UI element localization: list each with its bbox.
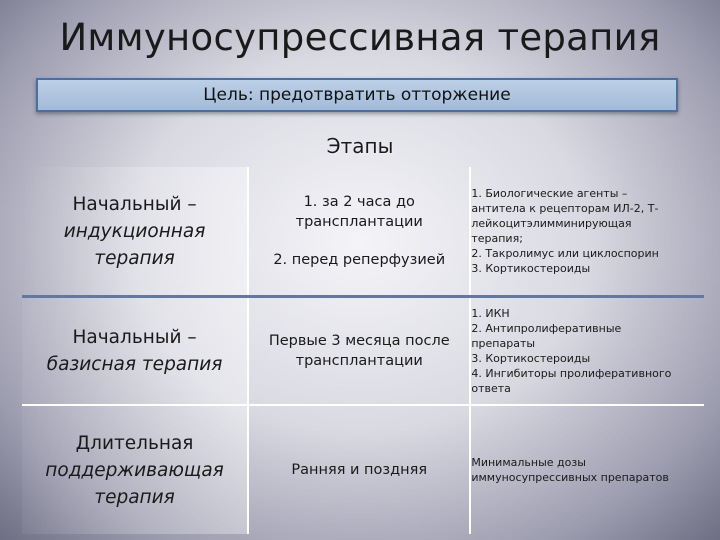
drug-line: терапия; [471,232,523,245]
drug-line: ответа [471,382,511,395]
drug-line: лейкоцитэлимминирующая [471,217,632,230]
drug-line: 3. Кортикостероиды [471,352,591,365]
drug-line: 1. ИКН [471,307,510,320]
stage-type: поддерживающая [45,459,224,481]
stage-cell [22,405,248,534]
timing-cell [248,167,470,297]
drug-line: препараты [471,337,536,350]
timing-text: Первые 3 месяца после [268,333,450,349]
timing-text: 2. перед реперфузией [273,252,446,268]
stage-cell [22,167,248,297]
table-row [22,167,704,297]
stages-heading: Этапы [326,134,394,158]
drugs-cell [470,297,704,406]
timing-text: трансплантации [295,214,423,230]
timing-text: Ранняя и поздняя [291,462,428,478]
drug-line: иммуносупрессивных препаратов [471,471,669,484]
stage-name: Начальный – [72,193,197,215]
drug-line: антитела к рецепторам ИЛ-2, Т- [471,202,659,215]
goal-banner: Цель: предотвратить отторжение [36,78,678,112]
page-title: Иммуносупрессивная терапия [59,16,661,59]
table-row [22,297,704,406]
therapy-stages-table [22,167,704,534]
timing-cell [248,297,470,406]
stage-type: индукционная [63,220,206,242]
stage-type: базисная терапия [46,354,223,375]
stage-type: терапия [94,486,175,508]
drug-line: 2. Антипролиферативные [471,322,622,335]
timing-text: 1. за 2 часа до [303,194,415,210]
timing-cell [248,405,470,534]
stage-cell [22,297,248,406]
drug-line: 4. Ингибиторы пролиферативного [471,367,672,380]
table-row [22,405,704,534]
drug-line: 2. Такролимус или циклоспорин [471,247,659,260]
drug-line: 1. Биологичеcкие агенты – [471,187,628,200]
timing-text: трансплантации [295,353,423,369]
stage-name: Начальный – [72,327,197,348]
stage-type: терапия [94,247,175,269]
stage-name: Длительная [75,432,194,454]
drugs-cell [470,167,704,297]
drug-line: 3. Кортикостероиды [471,262,591,275]
drugs-cell [470,405,704,534]
drug-line: Минимальные дозы [471,456,586,469]
